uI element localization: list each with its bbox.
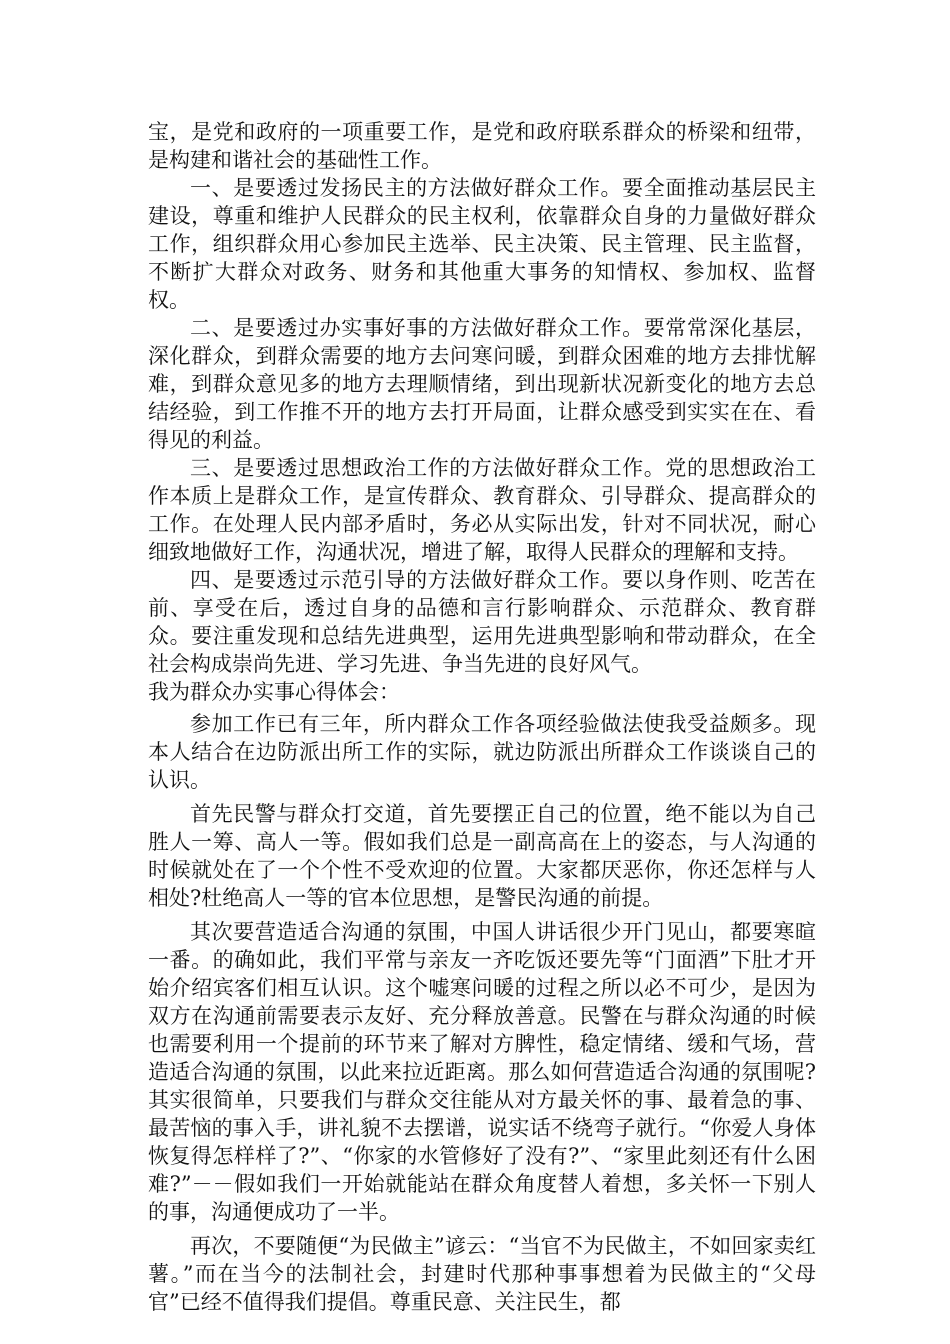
paragraph-first: 首先民警与群众打交道，首先要摆正自己的位置，绝不能以为自己胜人一筹、高人一等。假如我们总是一副高高在上的姿态，与人沟通的时候就处在了一个个性不受欢迎的位置。大家都厌恶你，你还怎样与人相处?杜绝高人一等的官本位思想，是警民沟通的前提。 (148, 802, 816, 910)
paragraph-point-two: 二、是要透过办实事好事的方法做好群众工作。要常常深化基层，深化群众，到群众需要的地方去问寒问暖，到群众困难的地方去排忧解难，到群众意见多的地方去理顺情绪，到出现新状况新变化的地方去总结经验，到工作推不开的地方去打开局面，让群众感受到实实在在、看得见的利益。 (148, 316, 816, 452)
paragraph-point-four: 四、是要透过示范引导的方法做好群众工作。要以身作则、吃苦在前、享受在后，透过自身的品德和言行影响群众、示范群众、教育群众。要注重发现和总结先进典型，运用先进典型影响和带动群众，在全社会构成崇尚先进、学习先进、争当先进的良好风气。 (148, 568, 816, 676)
paragraph-third: 再次，不要随便“为民做主”谚云：“当官不为民做主，不如回家卖红薯。”而在当今的法制社会，封建时代那种事事想着为民做主的“父母官”已经不值得我们提倡。尊重民意、关注民生，都 (148, 1234, 816, 1314)
paragraph-point-three: 三、是要透过思想政治工作的方法做好群众工作。党的思想政治工作本质上是群众工作，是宣传群众、教育群众、引导群众、提高群众的工作。在处理人民内部矛盾时，务必从实际出发，针对不同状况，耐心细致地做好工作，沟通状况，增进了解，取得人民群众的理解和支持。 (148, 456, 816, 564)
paragraph-experience: 参加工作已有三年，所内群众工作各项经验做法使我受益颇多。现本人结合在边防派出所工作的实际，就边防派出所群众工作谈谈自己的认识。 (148, 712, 816, 792)
paragraph-intro-continued: 宝，是党和政府的一项重要工作，是党和政府联系群众的桥梁和纽带，是构建和谐社会的基础性工作。 (148, 120, 816, 172)
document-page (148, 118, 816, 1316)
paragraph-second: 其次要营造适合沟通的氛围，中国人讲话很少开门见山，都要寒暄一番。的确如此，我们平常与亲友一齐吃饭还要先等“门面酒”下肚才开始介绍宾客们相互认识。这个嘘寒问暖的过程之所以必不可少，是因为双方在沟通前需要表示友好、充分释放善意。民警在与群众沟通的时候也需要利用一个提前的环节来了解对方脾性，稳定情绪、缓和气场，营造适合沟通的氛围，以此来拉近距离。那么如何营造适合沟通的氛围呢?其实很简单，只要我们与群众交往能从对方最关怀的事、最着急的事、最苦恼的事入手，讲礼貌不去摆谱，说实话不绕弯子就行。“你爱人身体恢复得怎样样了?”、“你家的水管修好了没有?”、“家里此刻还有什么困难?”－－假如我们一开始就能站在群众角度替人着想，多关怀一下别人的事，沟通便成功了一半。 (148, 920, 816, 1224)
section-heading: 我为群众办实事心得体会： (148, 680, 400, 704)
paragraph-point-one: 一、是要透过发扬民主的方法做好群众工作。要全面推动基层民主建设，尊重和维护人民群众的民主权利，依靠群众自身的力量做好群众工作，组织群众用心参加民主选举、民主决策、民主管理、民主监督，不断扩大群众对政务、财务和其他重大事务的知情权、参加权、监督权。 (148, 176, 816, 312)
